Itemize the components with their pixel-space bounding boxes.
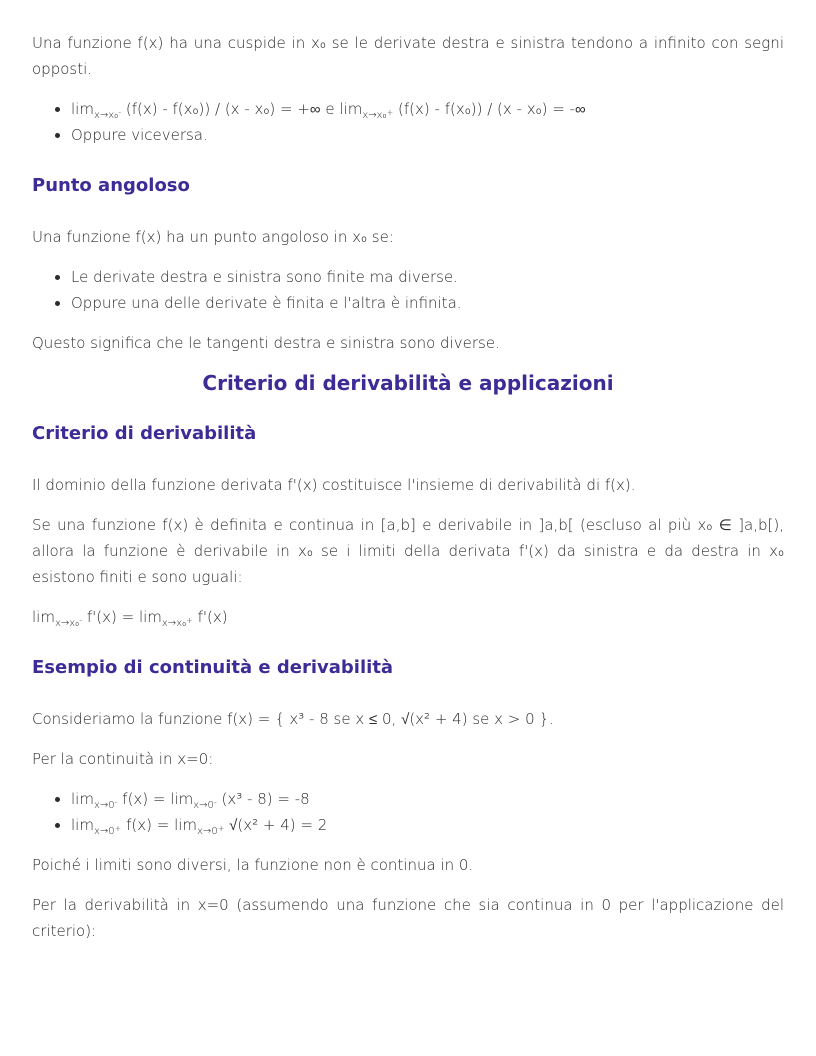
- heading-criterio: Criterio di derivabilità: [32, 423, 257, 444]
- cusp-definition: Una funzione f(x) ha una cuspide in x₀ se le derivate destra e sinistra tendono a infinito con segni opposti.: [32, 34, 784, 78]
- example-derivability-intro: Per la derivabilità in x=0 (assumendo una funzione che sia continua in 0 per l'applicazione del criterio):: [32, 896, 784, 940]
- angular-conditions-list: [32, 264, 784, 316]
- heading-esempio: Esempio di continuità e derivabilità: [32, 657, 394, 678]
- criterion-domain: Il dominio della funzione derivata f'(x) costituisce l'insieme di derivabilità di f(x).: [32, 476, 636, 494]
- list-item: • Oppure una delle derivate è finita e l'altra è infinita.: [71, 290, 784, 316]
- criterion-formula: $\lim_{x\to x_0^-} f'(x) = \lim_{x\to x_0^+} f'(x)$: [32, 608, 228, 629]
- list-item: • Le derivate destra e sinistra sono finite ma diverse.: [71, 264, 784, 290]
- example-function: Consideriamo la funzione f(x) = { x³ - 8 se x ≤ 0, √(x² + 4) se x > 0 }.: [32, 710, 554, 728]
- list-item: • $\lim_{x\to x_0^-} (f(x) - f(x_0)) / (x - x_0)$ = +∞ e $\lim_{x\to x_0^+} (f(x) - f(x_0)) / (x - x_0)$ = -∞: [71, 96, 784, 122]
- example-conclusion: Poiché i limiti sono diversi, la funzione non è continua in 0.: [32, 856, 474, 874]
- list-item: • $\lim_{x\to 0^-} f(x) = \lim_{x\to 0^-} (x^3 - 8) = -8$: [71, 786, 784, 812]
- criterion-statement: Se una funzione f(x) è definita e continua in [a,b] e derivabile in ]a,b[ (escluso al più x₀ ∈ ]a,b[), allora la funzione è derivabile in x₀ se i limiti della derivata f'(x) da sinistra e da destra in x₀ esistono finiti e sono uguali:: [32, 516, 784, 586]
- list-item: • $\lim_{x\to 0^+} f(x) = \lim_{x\to 0^+} √(x^2 + 4) = 2$: [71, 812, 784, 838]
- angular-definition: Una funzione f(x) ha un punto angoloso in x₀ se:: [32, 228, 394, 246]
- cusp-conditions-list: [32, 96, 784, 148]
- list-item: • Oppure viceversa.: [71, 122, 784, 148]
- example-limits-list: [32, 786, 784, 838]
- angular-note: Questo significa che le tangenti destra e sinistra sono diverse.: [32, 334, 500, 352]
- section-title: Criterio di derivabilità e applicazioni: [202, 371, 614, 395]
- example-continuity-intro: Per la continuità in x=0:: [32, 750, 214, 768]
- heading-punto-angoloso: Punto angoloso: [32, 175, 190, 196]
